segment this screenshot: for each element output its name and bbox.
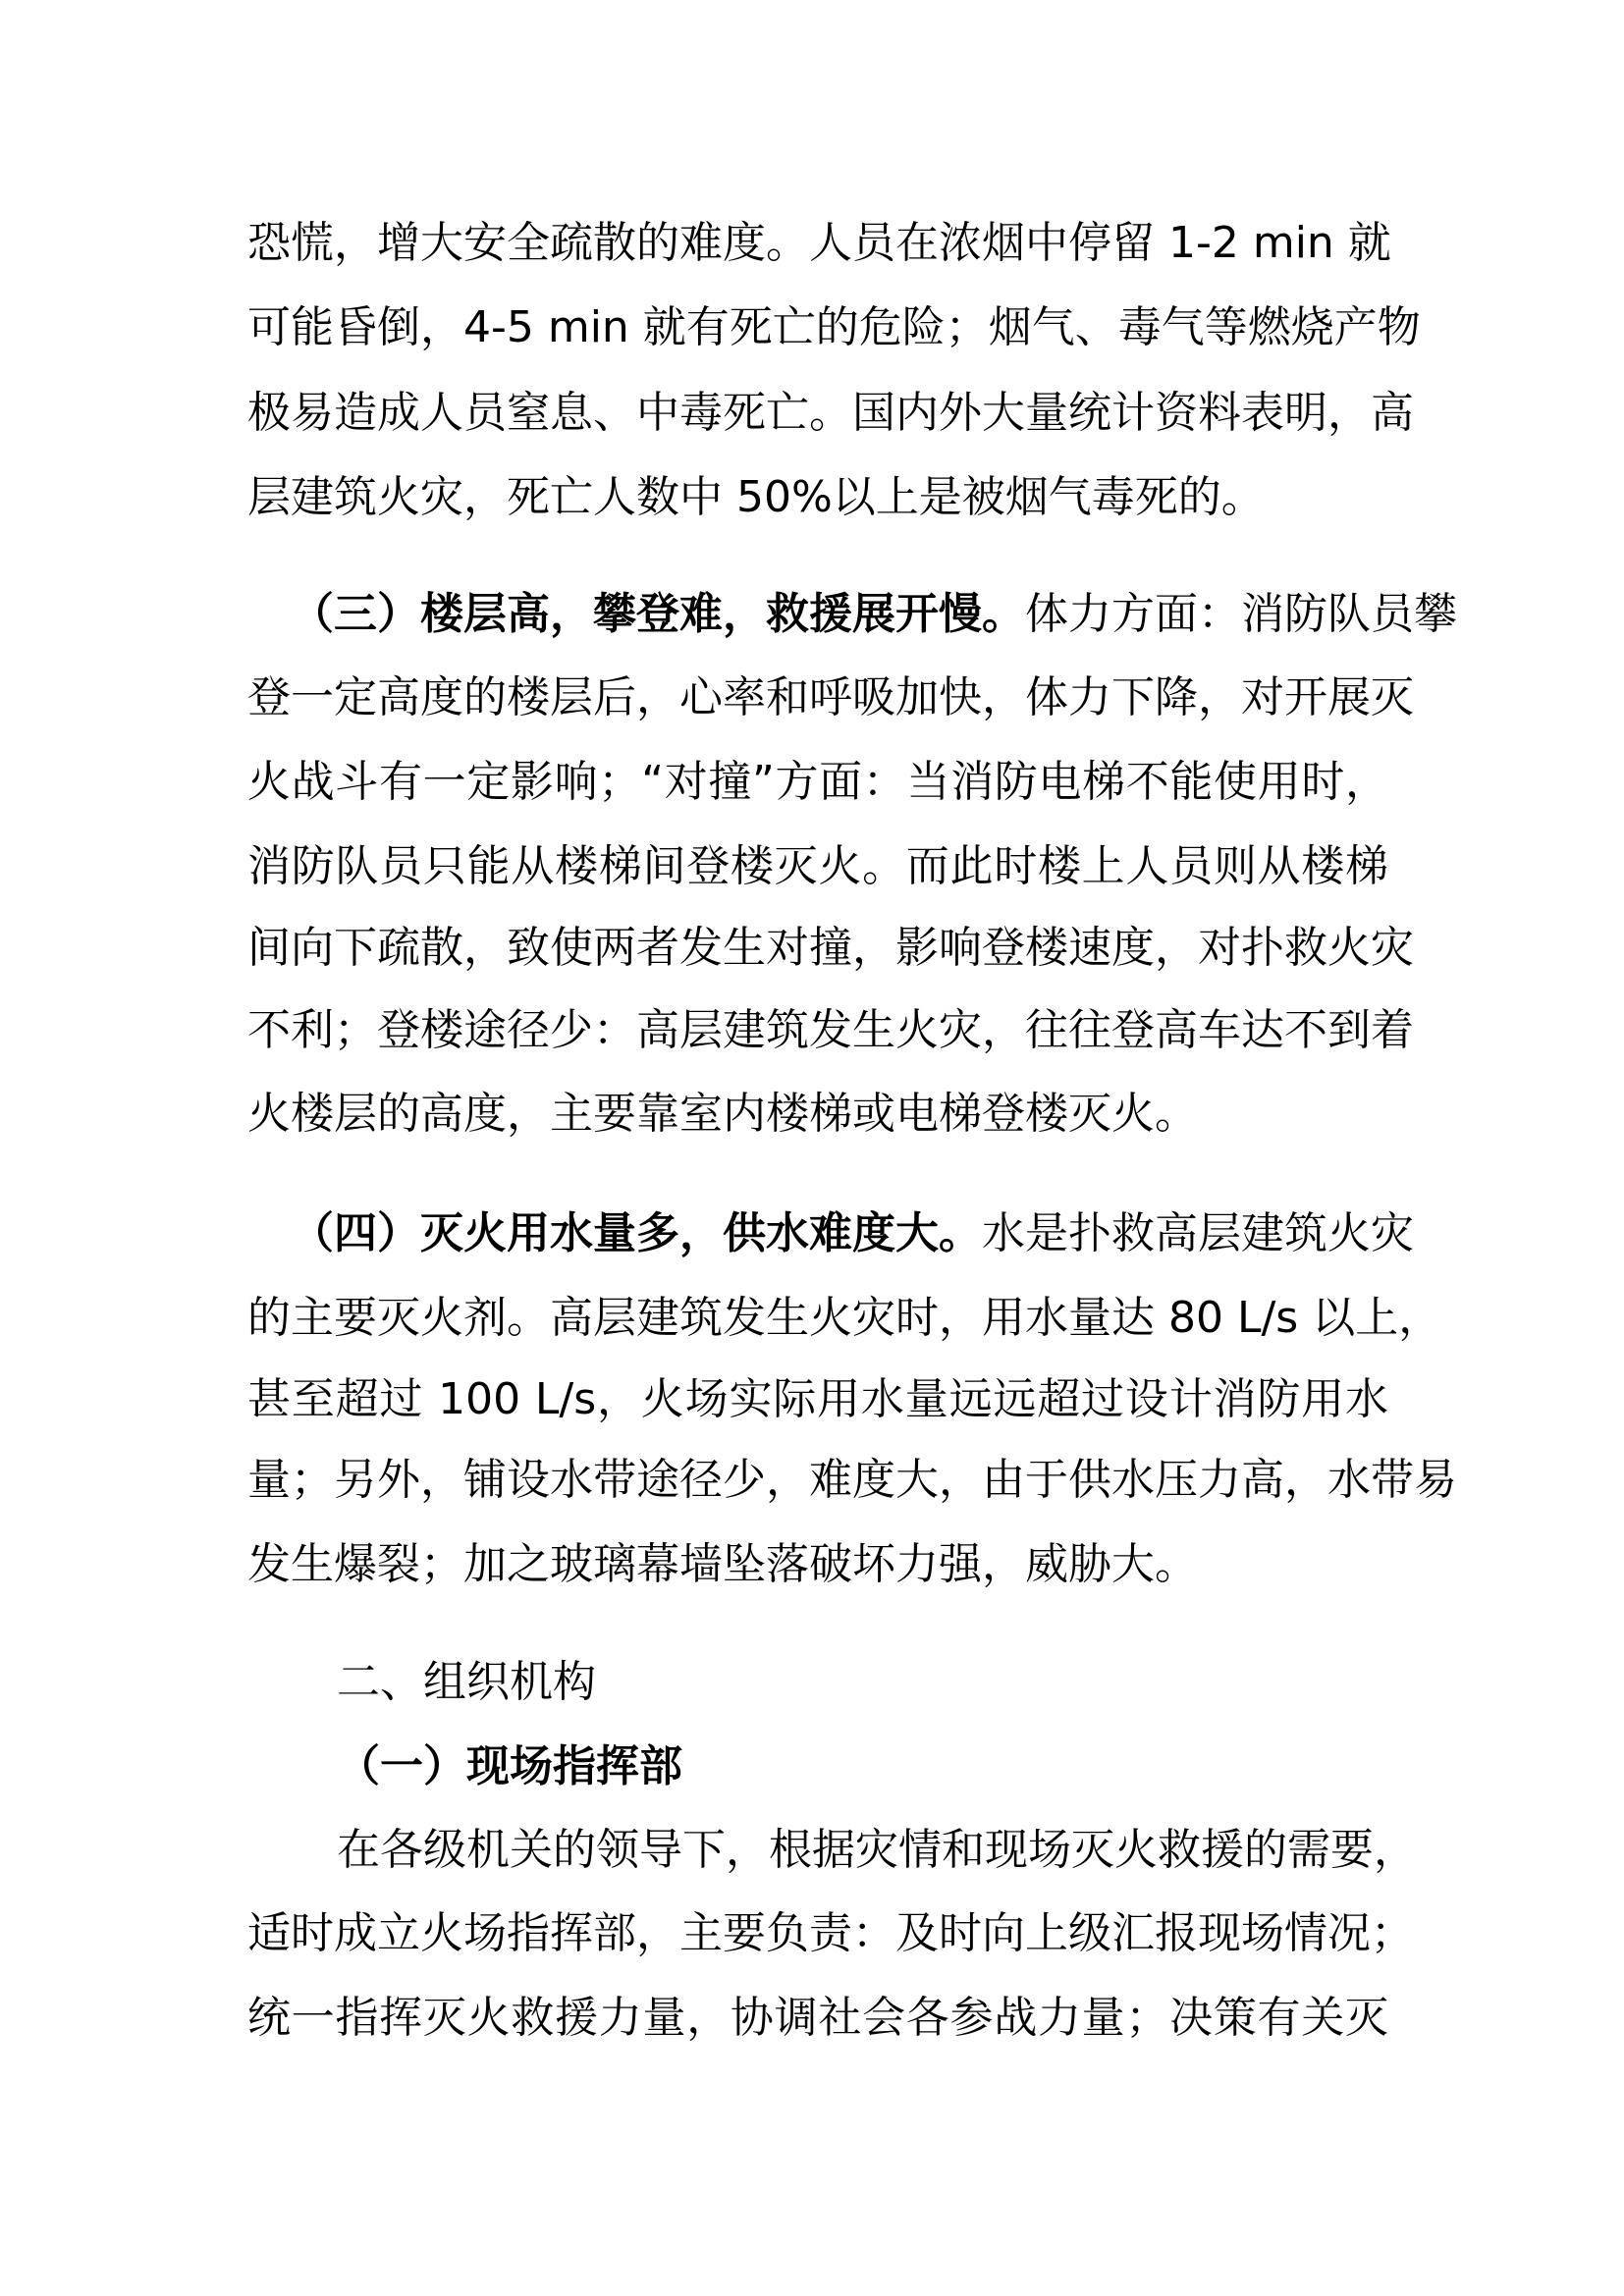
- text-line: 适时成立火场指挥部，主要负责：及时向上级汇报现场情况；: [247, 1908, 1414, 1958]
- text-run: 水是扑救高层建筑火灾: [982, 1208, 1414, 1258]
- text-line: 不利；登楼途径少：高层建筑发生火灾，往往登高车达不到着: [247, 1005, 1414, 1055]
- text-line: 层建筑火灾，死亡人数中 50%以上是被烟气毒死的。: [247, 472, 1265, 522]
- subsection-heading: （一）现场指挥部: [337, 1741, 682, 1791]
- section-heading: 二、组织机构: [337, 1657, 596, 1707]
- text-run: 体力方面：消防队员攀: [1025, 589, 1457, 639]
- text-line: 火战斗有一定影响；“对撞”方面：当消防电梯不能使用时，: [247, 757, 1388, 807]
- text-line: 登一定高度的楼层后，心率和呼吸加快，体力下降，对开展灭: [247, 672, 1414, 722]
- text-line: 消防队员只能从楼梯间登楼灭火。而此时楼上人员则从楼梯: [247, 841, 1388, 891]
- text-line: 量；另外，铺设水带途径少，难度大，由于供水压力高，水带易: [247, 1455, 1457, 1505]
- text-line: 恐慌，增大安全疏散的难度。人员在浓烟中停留 1-2 min 就: [247, 218, 1391, 268]
- text-line: 甚至超过 100 L/s，火场实际用水量远远超过设计消防用水: [247, 1374, 1388, 1424]
- text-line: 在各级机关的领导下，根据灾情和现场灭火救援的需要，: [337, 1825, 1417, 1875]
- text-line: 统一指挥灭火救援力量，协调社会各参战力量；决策有关灭: [247, 1993, 1388, 2043]
- text-line: 极易造成人员窒息、中毒死亡。国内外大量统计资料表明，高: [247, 388, 1414, 438]
- text-line: 间向下疏散，致使两者发生对撞，影响登楼速度，对扑救火灾: [247, 923, 1414, 973]
- text-line: 发生爆裂；加之玻璃幕墙坠落破坏力强，威胁大。: [247, 1539, 1198, 1589]
- text-line: 火楼层的高度，主要靠室内楼梯或电梯登楼灭火。: [247, 1089, 1198, 1139]
- text-line: [291, 1192, 1414, 1276]
- text-line: 可能昏倒，4-5 min 就有死亡的危险；烟气、毒气等燃烧产物: [247, 302, 1421, 352]
- text-line: 的主要灭火剂。高层建筑发生火灾时，用水量达 80 L/s 以上，: [247, 1293, 1442, 1343]
- paragraph-heading: （四）灭火用水量多，供水难度大。: [291, 1208, 982, 1258]
- text-line: [291, 572, 1457, 657]
- paragraph-heading: （三）楼层高，攀登难，救援展开慢。: [291, 589, 1025, 639]
